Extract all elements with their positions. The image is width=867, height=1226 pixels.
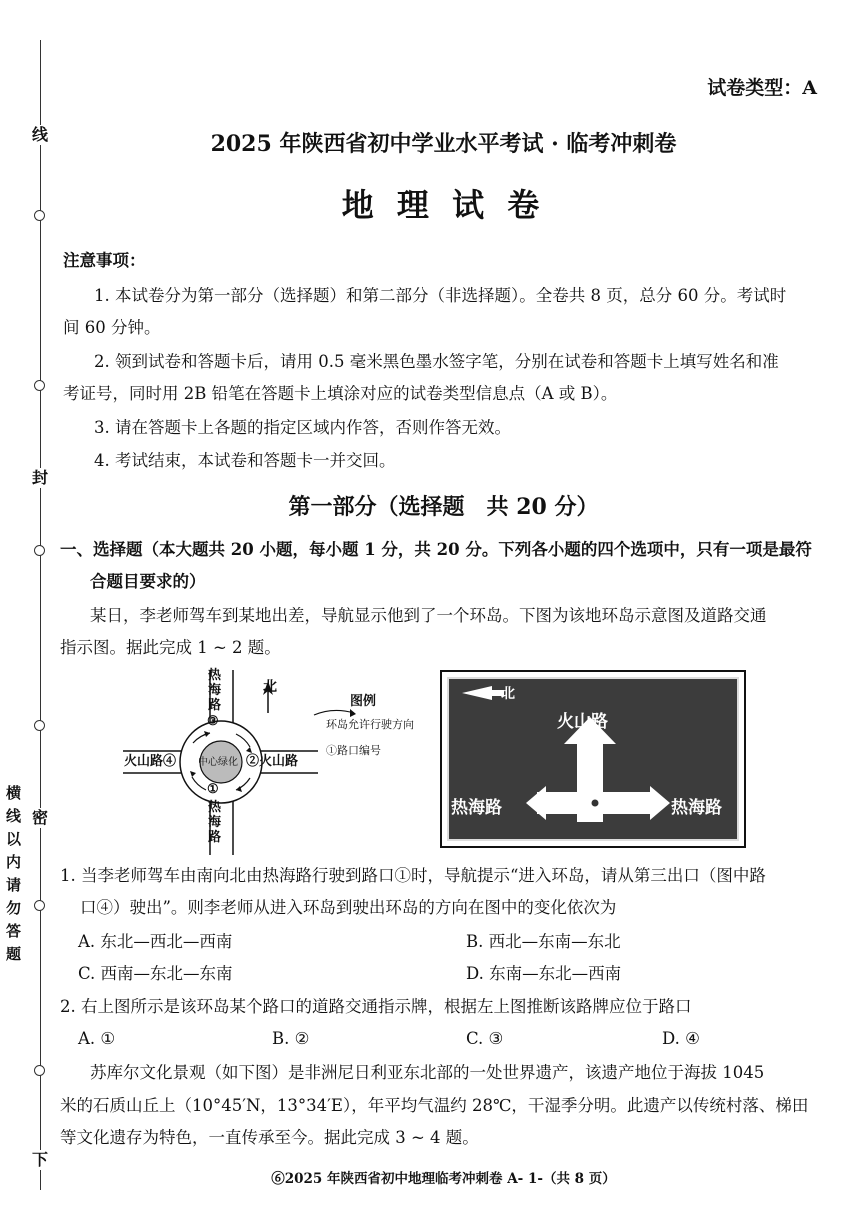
option-2a: A. ① [78, 1029, 116, 1048]
traffic-sign [440, 670, 746, 848]
binding-hole [34, 380, 45, 391]
paper-type: 试卷类型：A [707, 77, 817, 99]
exam-title: 2025 年陕西省初中学业水平考试 · 临考冲刺卷 [210, 131, 677, 157]
road-label-east: ②火山路 [246, 754, 299, 769]
section-instruction: 合题目要求的） [90, 572, 206, 591]
notice-line: 2. 领到试卷和答题卡后，请用 0.5 毫米黑色墨水签字笔，分别在试卷和答题卡上填写姓名和准 [94, 352, 779, 371]
option-2c: C. ③ [466, 1029, 504, 1048]
road-label-west: 火山路④ [124, 754, 177, 769]
intro-text: 等文化遗存为特色，一直传承至今。据此完成 3 ~ 4 题。 [60, 1128, 479, 1147]
question-2-text: 2. 右上图所示是该环岛某个路口的道路交通指示牌，根据左上图推断该路牌应位于路口 [60, 997, 692, 1016]
binding-hole [34, 720, 45, 731]
intro-text: 苏库尔文化景观（如下图）是非洲尼日利亚东北部的一处世界遗产，该遗产地位于海拔 1045 [90, 1063, 765, 1082]
option-1c: C. 西南—东北—东南 [78, 964, 233, 983]
notice-line: 3. 请在答题卡上各题的指定区域内作答，否则作答无效。 [94, 418, 511, 437]
option-1d: D. 东南—东北—西南 [466, 964, 622, 983]
sign-right-road: 热海路 [671, 798, 722, 818]
page-footer: ⑥2025 年陕西省初中地理临考冲刺卷 A- 1-（共 8 页） [271, 1171, 616, 1187]
intro-text: 某日，李老师驾车到某地出差，导航显示他到了一个环岛。下图为该地环岛示意图及道路交通 [90, 606, 767, 625]
question-1-text: 1. 当李老师驾车由南向北由热海路行驶到路口①时，导航提示“进入环岛，请从第三出口（图中路 [60, 866, 766, 885]
binding-hole [34, 1065, 45, 1076]
center-green-label: 中心绿化 [198, 757, 238, 768]
binding-hole [34, 900, 45, 911]
margin-xia: 下 [28, 1150, 52, 1170]
margin-xian: 线 [28, 125, 52, 145]
option-2d: D. ④ [662, 1029, 700, 1048]
notice-line: 4. 考试结束，本试卷和答题卡一并交回。 [94, 451, 396, 470]
margin-warning: 横线以内请勿答题 [4, 785, 22, 969]
junction-1: ① [207, 782, 219, 797]
sign-top-road: 火山路 [557, 712, 608, 732]
option-1a: A. 东北—西北—西南 [78, 932, 233, 951]
north-label: 北 [263, 679, 277, 695]
section-instruction: 一、选择题（本大题共 20 小题，每小题 1 分，共 20 分。下列各小题的四个选项中，只有一项是最符 [60, 540, 812, 559]
road-label-south: 热海路 [208, 800, 222, 845]
part1-title: 第一部分（选择题 共 20 分） [288, 494, 599, 520]
subject-title: 地 理 试 卷 [341, 186, 546, 224]
intro-text: 米的石质山丘上（10°45′N，13°34′E），年平均气温约 28℃，干湿季分明。此遗产以传统村落、梯田 [60, 1096, 809, 1115]
road-label-north: 热海路 [208, 668, 222, 713]
question-1-text: 口④）驶出”。则李老师从进入环岛到驶出环岛的方向在图中的变化依次为 [80, 898, 617, 917]
sign-left-road: 热海路 [451, 798, 502, 818]
legend-arrow-text: 环岛允许行驶方向 [326, 718, 414, 731]
binding-hole [34, 545, 45, 556]
margin-mi: 密 [28, 808, 52, 828]
option-2b: B. ② [272, 1029, 310, 1048]
junction-3: ③ [207, 714, 219, 729]
notice-line: 间 60 分钟。 [63, 318, 161, 337]
margin-feng: 封 [28, 468, 52, 488]
intro-text: 指示图。据此完成 1 ~ 2 题。 [60, 638, 281, 657]
legend-title: 图例 [350, 694, 377, 709]
legend-number-text: ①路口编号 [326, 744, 381, 757]
notice-line: 1. 本试卷分为第一部分（选择题）和第二部分（非选择题）。全卷共 8 页，总分 60 分。考试时 [94, 286, 787, 305]
sign-north: 北 [501, 686, 515, 702]
notice-line: 考证号，同时用 2B 铅笔在答题卡上填涂对应的试卷类型信息点（A 或 B）。 [63, 384, 618, 403]
notice-heading: 注意事项： [63, 251, 146, 270]
option-1b: B. 西北—东南—东北 [466, 932, 621, 951]
